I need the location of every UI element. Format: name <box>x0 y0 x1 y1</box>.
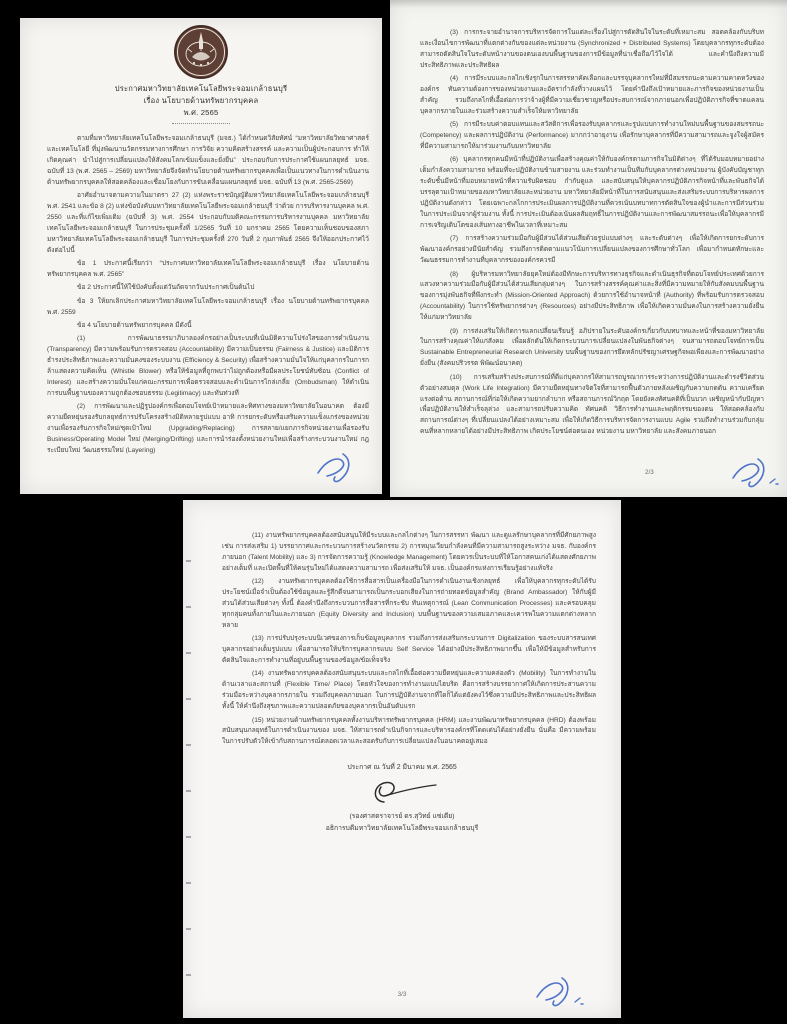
document-paragraph: (6) บุคลากรทุกคนมีหน้าที่ปฏิบัติงานเพื่อสร้างคุณค่าให้กับองค์กรตามภารกิจในมิติต่างๆ ที่ได้รับมอบหมายอย่างเต็มกำลังความสามารถ พร้อมที่จะปฏิบัติงานข้ามสายงาน และร่วมทำงานเป็นทีมกับบุคลากรต่างหน่วยงาน ผู้บังคับบัญชาทุกระดับชั้นมีหน้าที่มอบหมายหน้าที่ความรับผิดชอบ กำกับดูแล และสนับสนุนให้บุคลากรปฏิบัติภารกิจหน้าที่และพันธกิจได้บรรลุตามเป้าหมายของมหาวิทยาลัยและหน่วยงาน มหาวิทยาลัยมีหน้าที่ในการสนับสนุนและส่งเสริมระบบการบริหารผลการปฏิบัติงานดังกล่าว โดยเฉพาะกลไกการประเมินผลการปฏิบัติงานที่ควรเน้นบทบาทการตัดสินใจของผู้นำและการมีส่วนร่วมในการประเมินจากผู้ร่วมงาน ทั้งนี้ การประเมินต้องเน้นผลสัมฤทธิ์ในการปฏิบัติงานและการพัฒนาสมรรถนะเพื่อให้บุคลากรมีการเจริญเติบโตของเส้นทางอาชีพในเวลาที่เหมาะสม <box>420 156 764 229</box>
document-paragraph: (4) การมีระบบและกลไกเชิงรุกในการสรรหาคัดเลือกและบรรจุบุคลากรใหม่ที่มีสมรรถนะตามความคาดหวังขององค์กร ทันความต้องการของหน่วยงานและอัตรากำลังที่วางแผนไว้ โดยคำนึงถึงเป้าหมายและภารกิจของหน่วยงานเป็นสำคัญ รวมถึงกลไกที่เอื้อต่อการว่าจ้างผู้ที่มีความเชี่ยวชาญหรือประสบการณ์จากภายนอกเพื่อปฏิบัติภารกิจที่ขาดแคลนบุคลากรภายในและร่วมสร้างความสำเร็จให้มหาวิทยาลัย <box>420 75 764 115</box>
document-paragraph: (11) งานทรัพยากรบุคคลต้องสนับสนุนให้มีระบบและกลไกต่างๆ ในการสรรหา พัฒนา และดูแลรักษาบุคลากรที่มีศักยภาพสูง เช่น การส่งเสริม 1) บรรยากาศและกระบวนการสร้างนวัตกรรม 2) การหมุนเวียนกำลังคนที่มีความสามารถสูงระหว่าง มจธ. กับองค์กรภายนอก (Talent Mobility) และ 3) การจัดการความรู้ (Knowledge Management) โดยควรเป็นระบบที่ให้โอกาสคนเก่งได้แสดงศักยภาพอย่างเต็มที่ และเปิดพื้นที่ให้คนรุ่นใหม่ได้แสดงความสามารถ เพื่อส่งเสริมให้ มจธ. เป็นองค์กรแห่งการเรียนรู้อย่างแท้จริง <box>222 532 596 572</box>
dotted-divider <box>172 123 230 124</box>
document-paragraph: (1) การพัฒนาธรรมาภิบาลองค์กรอย่างเป็นระบบที่เน้นมิติความโปร่งใสของการดำเนินงาน (Transparency) มีความพร้อมรับการตรวจสอบ (Accountability) มีความเป็นธรรม (Fairness & Justice) และมิติการธำรงประสิทธิภาพและความมั่นคงของระบบงาน (Efficiency & Security) เพื่อสร้างความมั่นใจให้แก่บุคลากรในการกล้าแสดงความคิดเห็น (Whistle Blower) หรือให้ข้อมูลที่ถูกพบว่าไม่ถูกต้องหรือมีผลประโยชน์ทับซ้อน (Conflict of Interest) และสร้างความมั่นใจแก่คณะกรรมการเพื่อตรวจสอบและดำเนินการไกล่เกลี่ย (Ombudsman) ให้ดำเนินการบนพื้นฐานของความถูกต้องชอบธรรม (Legitimacy) และทันท่วงที <box>47 335 369 397</box>
document-page-3 <box>183 500 621 1018</box>
document-paragraph: ข้อ 1 ประกาศนี้เรียกว่า “ประกาศมหาวิทยาลัยเทคโนโลยีพระจอมเกล้าธนบุรี เรื่อง นโยบายด้านทรัพยากรบุคคล พ.ศ. 2565” <box>47 259 369 278</box>
document-paragraph: (12) งานทรัพยากรบุคคลต้องใช้การสื่อสารเป็นเครื่องมือในการดำเนินงานเชิงกลยุทธ์ เพื่อให้บุคลากรทุกระดับได้รับประโยชน์เมื่อจำเป็นต้องใช้ข้อมูลและรู้สึกดีจนสามารถเป็นกระบอกเสียงในการถ่ายทอดข้อมูลสำคัญ (Brand Ambassador) ให้กับผู้มีส่วนได้ส่วนเสียต่างๆ ทั้งนี้ ต้องคำนึงถึงกระบวนการสื่อสารที่กระชับ ทันเหตุการณ์ (Lean Communication Processes) และครอบคลุมทุกกลุ่มคนทั้งภายในและภายนอก (Equity Diversity and Inclusion) บนพื้นฐานของความเสมอภาคและเคารพในความแตกต่างหลากหลาย <box>222 578 596 629</box>
binding-marks <box>186 560 191 988</box>
announcement-date-line: ประกาศ ณ วันที่ 2 มีนาคม พ.ศ. 2565 <box>347 764 457 772</box>
document-paragraph: ข้อ 2 ประกาศนี้ให้ใช้บังคับตั้งแต่วันถัดจากวันประกาศเป็นต้นไป <box>77 284 255 292</box>
approval-initials-icon <box>729 453 781 491</box>
document-paragraph: (2) การพัฒนาและปฏิรูปองค์กรเพื่อตอบโจทย์เป้าหมายและทิศทางของมหาวิทยาลัยในอนาคต ต้องมีความยืดหยุ่นรองรับกลยุทธ์การปรับโครงสร้างมิติหลายรูปแบบ อาทิ การยกระดับหรือเสริมความแข็งแกร่งของหน่วยงานเพื่อรองรับภารกิจใหม่/ชุดเป้าใหม่ (Upgrading/Replacing) การสลาย/แยกภารกิจหน่วยงานเพื่อรองรับ Business/Operating Model ใหม่ (Merging/Drifting) และการนำร่องตั้งหน่วยงานใหม่เพื่อสร้างกระบวนงานใหม่ กฎ ระเบียบใหม่ วัฒนธรรมใหม่ (Layering) <box>47 403 369 454</box>
announcement-year: พ.ศ. 2565 <box>183 108 219 117</box>
page2-body <box>390 0 787 438</box>
document-paragraph: (10) การเสริมสร้างประสบการณ์ที่ดีแก่บุคลากรให้สามารถบูรณาการระหว่างการปฏิบัติงานและดำรงชีวิตส่วนตัวอย่างสมดุล (Work Life Integration) มีความยืดหยุ่นทางจิตใจที่สามารถฟื้นตัวภายหลังเผชิญกับความกดดัน ความเครียด แรงต่อต้าน สถานการณ์ที่ก่อให้เกิดความยากลำบาก หรือสถานการณ์วิกฤต โดยยังคงทัศนคติที่เป็นบวก เผชิญหน้ากับปัญหาเพื่อปฏิบัติงานให้สำเร็จลุล่วง และสามารถปรับความคิด ทัศนคติ วิธีการทำงานและพฤติกรรมของตน ให้สอดคล้องกับสถานการณ์ต่างๆ ที่เปลี่ยนแปลงได้อย่างเหมาะสม เพื่อให้เกิดวิธีการบริหารจัดการงานแบบ Agile รวมถึงทำงานร่วมกับกลุ่มคนที่หลากหลายได้อย่างมีประสิทธิภาพ เกิดประโยชน์ต่อตนเอง หน่วยงาน มหาวิทยาลัย และสังคมภายนอก <box>420 373 764 436</box>
document-paragraph: (14) งานทรัพยากรบุคคลต้องสนับสนุนระบบและกลไกที่เอื้อต่อความยืดหยุ่นและความคล่องตัว (Mobility) ในการทำงานในด้านเวลาและสถานที่ (Flexible Time/ Place) โดยหัวใจของการทำงานแบบไฮบริด คือการสร้างบรรยากาศให้เกิดการประสานความร่วมมือระหว่างบุคลากรภายใน รวมถึงบุคคลภายนอก ในการปฏิบัติงานจากที่ใดก็ได้แต่ยังคงไว้ซึ่งความมีประสิทธิภาพและประสิทธิผล ทั้งนี้ ให้คำนึงถึงสุขภาพและความปลอดภัยของบุคลากรเป็นอันดับแรก <box>222 670 596 711</box>
document-paragraph: (15) หน่วยงานด้านทรัพยากรบุคคลทั้งงานบริหารทรัพยากรบุคคล (HRM) และงานพัฒนาทรัพยากรบุคคล (HRD) ต้องพร้อมสนับสนุนกลยุทธ์ในการดำเนินงานของ มจธ. ให้สามารถดำเนินกิจการและบริหารองค์กรที่โดดเด่นได้อย่างยั่งยืน นั่นคือ มีความพร้อมในการปรับตัวให้เข้ากับสถานการณ์ตลอดเวลาและสอดรับกับการเปลี่ยนแปลงในอนาคตอยู่เสมอ <box>222 716 596 746</box>
document-paragraph: (13) การปรับปรุงระบบนิเวศของการเก็บข้อมูลบุคลากร รวมถึงการส่งเสริมกระบวนการ Digitalization ของระบบสารสนเทศบุคลากรอย่างเต็มรูปแบบ เพื่อสามารถให้บริการบุคลากรแบบ Self Service ได้อย่างมีประสิทธิภาพมากขึ้น เพื่อให้มีข้อมูลสำหรับการตัดสินใจและการทำงานที่อยู่บนพื้นฐานของข้อมูล/ข้อเท็จจริง <box>222 635 596 664</box>
page-number: 3/3 <box>397 991 407 998</box>
signer-name: (รองศาสตราจารย์ ดร.สุวิทย์ แซ่เตีย) <box>349 813 455 821</box>
document-paragraph: ข้อ 4 นโยบายด้านทรัพยากรบุคคล มีดังนี้ <box>77 322 192 329</box>
rector-signature-icon <box>362 774 442 808</box>
announcement-subject: เรื่อง นโยบายด้านทรัพยากรบุคคล <box>143 96 259 105</box>
page1-body <box>20 134 382 457</box>
document-paragraph: ตามที่มหาวิทยาลัยเทคโนโลยีพระจอมเกล้าธนบุรี (มจธ.) ได้กำหนดวิสัยทัศน์ “มหาวิทยาลัยวิทยาศาสตร์และเทคโนโลยี ที่มุ่งพัฒนานวัตกรรมทางการศึกษา การวิจัย ความคิดสร้างสรรค์ และความเป็นผู้ประกอบการ ทำให้เกิดคุณค่า นำไปสู่การเปลี่ยนแปลงให้สังคมโลกเข้มแข็งและยั่งยืน” ประกอบกับการประกาศใช้แผนกลยุทธ์ มจธ. ฉบับที่ 13 (พ.ศ. 2565 – 2569) มหาวิทยาลัยจึงจัดทำนโยบายด้านทรัพยากรบุคคลเพื่อเป็นแนวทางในการดำเนินงานด้านทรัพยากรบุคคลให้สอดคล้องและเชื่อมโยงกับการขับเคลื่อนแผนกลยุทธ์ มจธ. ฉบับที่ 13 (พ.ศ. 2565-2569) <box>47 135 369 186</box>
approval-initials-icon <box>533 970 585 1010</box>
document-paragraph: (3) การกระจายอำนาจการบริหารจัดการในแต่ละเรื่องไปสู่การตัดสินใจในระดับที่เหมาะสม สอดคล้องกับบริบทและเงื่อนไขการพัฒนาที่แตกต่างกันของแต่ละหน่วยงาน (Synchronized + Distributed Systems) โดยบุคลากรทุกระดับต้องสามารถตัดสินใจในระดับหน้างานของตนเองบนพื้นฐานของการมีข้อมูลที่น่าเชื่อถือ/ไว้ใจได้ และคำนึงถึงความมีประสิทธิภาพและประสิทธิผล <box>420 29 764 69</box>
document-paragraph: อาศัยอำนาจตามความในมาตรา 27 (2) แห่งพระราชบัญญัติมหาวิทยาลัยเทคโนโลยีพระจอมเกล้าธนบุรี พ.ศ. 2541 และข้อ 8 (2) แห่งข้อบังคับมหาวิทยาลัยเทคโนโลยีพระจอมเกล้าธนบุรี ว่าด้วย การบริหารงานบุคคล พ.ศ. 2550 และที่แก้ไขเพิ่มเติม (ฉบับที่ 3) พ.ศ. 2554 ประกอบกับมติคณะกรรมการบริหารงานบุคคล มหาวิทยาลัยเทคโนโลยีพระจอมเกล้าธนบุรี ในการประชุมครั้งที่ 1/2565 วันที่ 10 มกราคม 2565 โดยความเห็นชอบของสภามหาวิทยาลัยเทคโนโลยีพระจอมเกล้าธนบุรี ในการประชุมครั้งที่ 270 วันที่ 2 กุมภาพันธ์ 2565 จึงให้ออกประกาศไว้ดังต่อไปนี้ <box>47 192 369 254</box>
document-page-2 <box>390 0 787 497</box>
page-number: 2/3 <box>645 469 654 476</box>
approval-initials-icon <box>314 450 360 486</box>
announcement-title: ประกาศมหาวิทยาลัยเทคโนโลยีพระจอมเกล้าธนบุรี <box>114 84 288 93</box>
university-seal-icon <box>172 23 230 81</box>
document-paragraph: (8) ผู้บริหารมหาวิทยาลัยยุคใหม่ต้องมีทักษะการบริหารทางธุรกิจและดำเนินธุรกิจที่ตอบโจทย์ประเทศด้วยการแสวงหาความร่วมมือกับผู้มีส่วนได้ส่วนเสียกลุ่มต่างๆ ในการสร้างสรรค์คุณค่าและสิ่งที่มีความหมายให้กับสังคมบนพื้นฐานของการมุ่งพันธกิจที่พึงกระทำ (Mission-Oriented Approach) ด้วยการใช้อำนาจหน้าที่ (Authority) ที่พร้อมรับการตรวจสอบ (Accountability) ในการใช้ทรัพยากรต่างๆ (Resources) อย่างมีประสิทธิภาพ เพื่อให้เกิดความมั่นคงในการสร้างความยั่งยืนให้แก่มหาวิทยาลัย <box>420 270 764 322</box>
document-page-1 <box>20 18 382 494</box>
document-paragraph: (5) การมีระบบค่าตอบแทนและสวัสดิการเพื่อรองรับบุคลากรและรูปแบบการทำงานใหม่บนพื้นฐานของสมรรถนะ (Competency) และผลการปฏิบัติงาน (Performance) มากกว่าอายุงาน เพื่อรักษาบุคลากรที่มีความสามารถและจูงใจผู้สมัครที่มีความสามารถให้มาร่วมงานกับมหาวิทยาลัย <box>420 121 764 151</box>
page3-body <box>183 500 621 748</box>
signer-title: อธิการบดีมหาวิทยาลัยเทคโนโลยีพระจอมเกล้าธนบุรี <box>325 825 479 833</box>
document-paragraph: (7) การสร้างความร่วมมือกับผู้มีส่วนได้ส่วนเสียด้วยรูปแบบต่างๆ และระดับต่างๆ เพื่อให้เกิดการยกระดับการพัฒนาองค์กรอย่างมีนัยสำคัญ รวมถึงการติดตามแนวโน้มการเปลี่ยนแปลงของการศึกษาทั่วโลก เพื่อมากำหนดทักษะและวัฒนธรรมการทำงานที่บุคลากรขององค์กรควรมี <box>420 235 764 265</box>
document-paragraph: (9) การส่งเสริมให้เกิดการแลกเปลี่ยนเรียนรู้ อภิปรายในระดับองค์กรเกี่ยวกับบทบาทและหน้าที่ของมหาวิทยาลัยในการสร้างคุณค่าให้แก่สังคม เพื่อผลักดันให้เกิดกระบวนการเปลี่ยนแปลงในพันธกิจต่างๆ จนสามารถตอบโจทย์การเป็น Sustainable Entrepreneurial Research University บนพื้นฐานของการยึดหลักปรัชญาเศรษฐกิจพอเพียงและการพัฒนาอย่างยั่งยืน (สังคมปริวรรต พิพัฒน์อนาคต) <box>420 327 764 368</box>
document-paragraph: ข้อ 3 ให้ยกเลิกประกาศมหาวิทยาลัยเทคโนโลยีพระจอมเกล้าธนบุรี เรื่อง นโยบายด้านทรัพยากรบุคคล พ.ศ. 2559 <box>47 297 369 316</box>
